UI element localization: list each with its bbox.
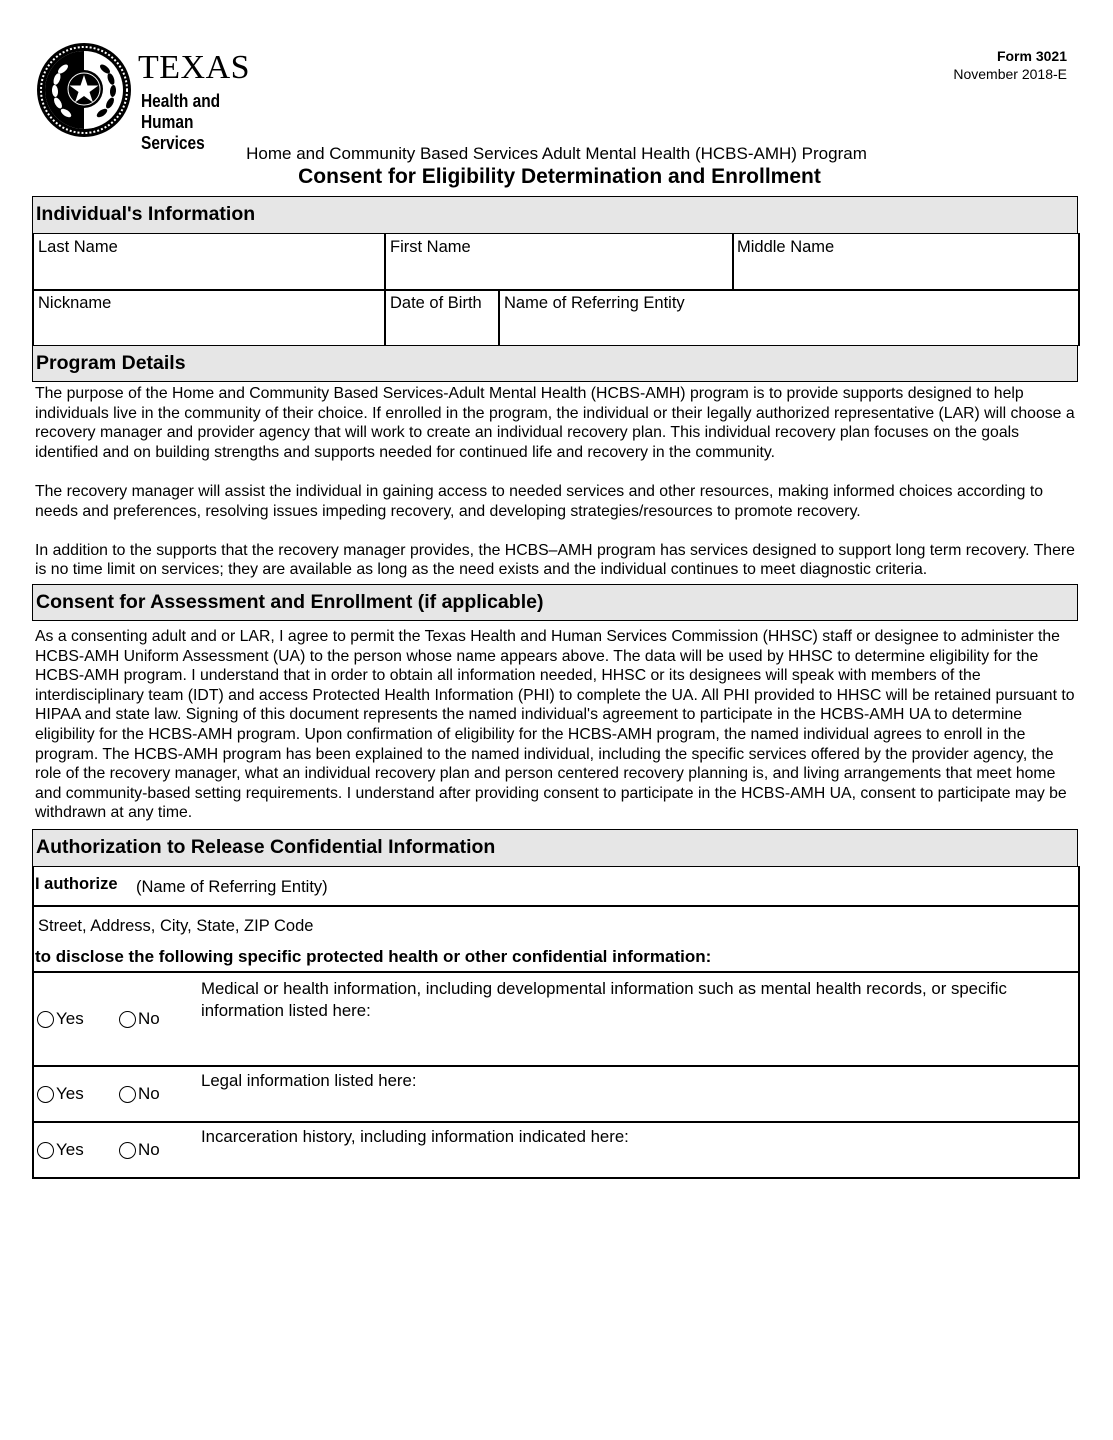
divider [32, 1065, 1080, 1067]
medical-info-text: Medical or health information, including developmental information such as mental health records, or specific information listed here: [201, 979, 1007, 1020]
last-name-label: Last Name [38, 238, 118, 256]
address-label: Street, Address, City, State, ZIP Code [38, 917, 314, 935]
section-heading-authorization: Authorization to Release Confidential Information [32, 829, 1078, 867]
divider [32, 1177, 1080, 1179]
radio-button[interactable] [119, 1011, 136, 1028]
date-of-birth-field[interactable] [385, 290, 498, 345]
radio-button[interactable] [37, 1086, 54, 1103]
legal-info-yes-option[interactable] [37, 1084, 84, 1104]
divider [1078, 866, 1080, 1178]
referring-entity-label: Name of Referring Entity [504, 294, 685, 312]
referring-entity-field[interactable] [499, 290, 1078, 345]
disclose-label: to disclose the following specific protected health or other confidential information: [35, 947, 712, 966]
logo-subtitle-line1: Health and Human [141, 91, 221, 132]
last-name-field[interactable] [33, 234, 384, 289]
no-label: No [138, 1084, 160, 1103]
program-title: Home and Community Based Services Adult Mental Health (HCBS-AMH) Program [246, 144, 867, 163]
incarceration-info-text: Incarceration history, including information indicated here: [201, 1127, 629, 1146]
referring-entity-hint: (Name of Referring Entity) [136, 878, 328, 896]
program-details-paragraph-3: In addition to the supports that the recovery manager provides, the HCBS–AMH program has services designed to support long term recovery. There is no time limit on services; they are available as long as the need exists and the individual continues to meet diagnostic criteria. [35, 541, 1075, 579]
radio-button[interactable] [37, 1142, 54, 1159]
divider [32, 1121, 1080, 1123]
authorized-entity-field[interactable] [33, 867, 1078, 905]
date-of-birth-label: Date of Birth [390, 294, 482, 312]
i-authorize-label: I authorize [35, 875, 118, 893]
incarceration-info-no-option[interactable] [119, 1140, 160, 1160]
medical-info-no-option[interactable] [119, 1009, 160, 1029]
nickname-label: Nickname [38, 294, 112, 312]
form-identifier [953, 47, 1067, 83]
middle-name-label: Middle Name [737, 238, 835, 256]
medical-info-yes-option[interactable] [37, 1009, 84, 1029]
consent-text: As a consenting adult and or LAR, I agree to permit the Texas Health and Human Services Commission (HHSC) staff or designee to administer the HCBS-AMH Uniform Assessment (UA) to the person whose name appears above. The data will be used by HHSC to determine eligibility for the HCBS-AMH program. I understand that in order to obtain all information needed, HHSC or its designees will speak with members of the interdisciplinary team (IDT) and access Protected Health Information (PHI) to complete the UA. All PHI provided to HHSC will be retained pursuant to HIPAA and state law. Signing of this document represents the named individual's agreement to participate in the HCBS-AMH UA to determine eligibility for the HCBS-AMH program. Upon confirmation of eligibility for the HCBS-AMH program, the named individual agrees to enroll in the program. The HCBS-AMH program has been explained to the named individual, including the specific services offered by the provider agency, the role of the recovery manager, what an individual recovery plan and person centered recovery planning is, and living arrangements that meet home and community-based setting requirements. I understand after providing consent to participate in the HCBS-AMH UA, consent to participate may be withdrawn at any time. [35, 628, 1075, 822]
logo-subtitle-line2: Services [141, 133, 205, 153]
address-field[interactable] [33, 906, 1078, 942]
program-details-text [35, 384, 1085, 580]
form-date: November 2018-E [953, 66, 1067, 82]
divider [32, 971, 1080, 973]
form-number: Form 3021 [996, 48, 1067, 64]
legal-info-no-option[interactable] [119, 1084, 160, 1104]
program-details-paragraph-1: The purpose of the Home and Community Based Services-Adult Mental Health (HCBS-AMH) program is to provide supports designed to help individuals live in the community of their choice. If enrolled in the program, the individual or their legally authorized representative (LAR) will choose a recovery manager and provider agency that will work to create an individual recovery plan. This individual recovery plan focuses on the goals identified and on building strengths and supports needed for continued life and recovery in the community. [35, 385, 1075, 461]
section-heading-consent: Consent for Assessment and Enrollment (if applicable) [32, 584, 1078, 621]
radio-button[interactable] [119, 1142, 136, 1159]
first-name-label: First Name [390, 238, 471, 256]
middle-name-field[interactable] [733, 234, 1078, 289]
yes-label: Yes [56, 1084, 84, 1103]
document-title: Consent for Eligibility Determination and Enrollment [298, 165, 821, 188]
radio-button[interactable] [119, 1086, 136, 1103]
program-details-paragraph-2: The recovery manager will assist the individual in gaining access to needed services and other resources, making informed choices according to needs and preferences, resolving issues impeding recovery, and developing strategies/resources to promote recovery. [35, 482, 1044, 520]
yes-label: Yes [56, 1140, 84, 1159]
no-label: No [138, 1140, 160, 1159]
logo-wordmark: TEXAS [138, 49, 251, 86]
hhs-logo [35, 41, 295, 153]
radio-button[interactable] [37, 1011, 54, 1028]
legal-info-text: Legal information listed here: [201, 1071, 417, 1090]
nickname-field[interactable] [33, 290, 384, 345]
incarceration-info-yes-option[interactable] [37, 1140, 84, 1160]
texas-seal-star-icon [35, 41, 133, 139]
section-heading-individual-info: Individual's Information [32, 196, 1078, 234]
yes-label: Yes [56, 1009, 84, 1028]
section-heading-program-details: Program Details [32, 345, 1078, 382]
first-name-field[interactable] [385, 234, 732, 289]
no-label: No [138, 1009, 160, 1028]
